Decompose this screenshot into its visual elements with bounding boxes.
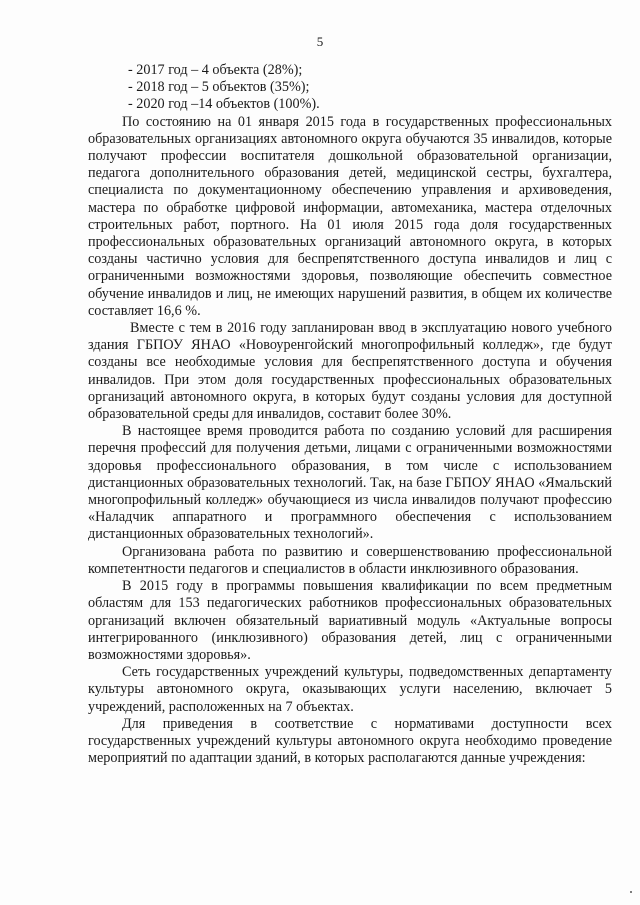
paragraph-students-2015: По состоянию на 01 января 2015 года в государственных профессиональных образовательных организациях автономного округа обучаются 35 инвалидов, которые получают профессии воспитателя дошкольной образовательной организации, педагога дополнительного образования детей, медицинской сестры, бухгалтера, специалиста по документационному обеспечению управления и архивоведения, мастера по обработке цифровой информации, автомеханика, мастера отделочных строительных работ, портного. На 01 июля 2015 года доля государственных профессиональных образовательных организаций автономного округа, в которых созданы частично условия для беспрепятственного доступа инвалидов и лиц с ограниченными возможностями здоровья, позволяющие обеспечить совместное обучение инвалидов и лиц, не имеющих нарушений развития, в общем их количестве составляет 16,6 %. <box>88 113 612 319</box>
list-item-2017: - 2017 год – 4 объекта (28%); <box>128 62 303 78</box>
paragraph-teacher-competence: Организована работа по развитию и совершенствованию профессиональной компетентности педагогов и специалистов в области инклюзивного образования. <box>88 543 612 577</box>
paragraph-new-building-2016: Вместе с тем в 2016 году запланирован ввод в эксплуатацию нового учебного здания ГБПОУ ЯНАО «Новоуренгойский многопрофильный колледж», где будут созданы все необходимые условия для беспрепятственного доступа и обучения инвалидов. При этом доля государственных профессиональных образовательных организаций автономного округа, в которых будут созданы условия для доступной образовательной среды для инвалидов, составит более 30%. <box>88 320 612 423</box>
page-number: 5 <box>316 34 324 49</box>
paragraph-adaptation: Для приведения в соответствие с нормативами доступности всех государственных учреждений культуры автономного округа необходимо проведение мероприятий по адаптации зданий, в которых располагаются данные учреждения: <box>88 715 612 767</box>
paragraph-current-work: В настоящее время проводится работа по созданию условий для расширения перечня профессий для получения детьми, лицами с ограниченными возможностями здоровья профессионального образования, в том числе с использованием дистанционных образовательных технологий. Так, на базе ГБПОУ ЯНАО «Ямальский многопрофильный колледж» обучающиеся из числа инвалидов получают профессию «Наладчик аппаратного и программного обеспечения с использованием дистанционных образовательных технологий». <box>88 423 612 543</box>
scan-speck <box>630 891 632 893</box>
paragraph-training-programs: В 2015 году в программы повышения квалификации по всем предметным областям для 153 педагогических работников профессиональных образовательных организаций включен обязательный вариативный модуль «Актуальные вопросы интегрированного (инклюзивного) образования детей, лиц с ограниченными возможностями здоровья». <box>88 578 612 663</box>
paragraph-culture-network: Сеть государственных учреждений культуры, подведомственных департаменту культуры автономного округа, оказывающих услуги населению, включает 5 учреждений, расположенных на 7 объектах. <box>88 664 612 715</box>
list-item-2020: - 2020 год –14 объектов (100%). <box>128 96 320 113</box>
list-item-2018: - 2018 год – 5 объектов (35%); <box>128 79 310 96</box>
document-body <box>88 62 612 767</box>
